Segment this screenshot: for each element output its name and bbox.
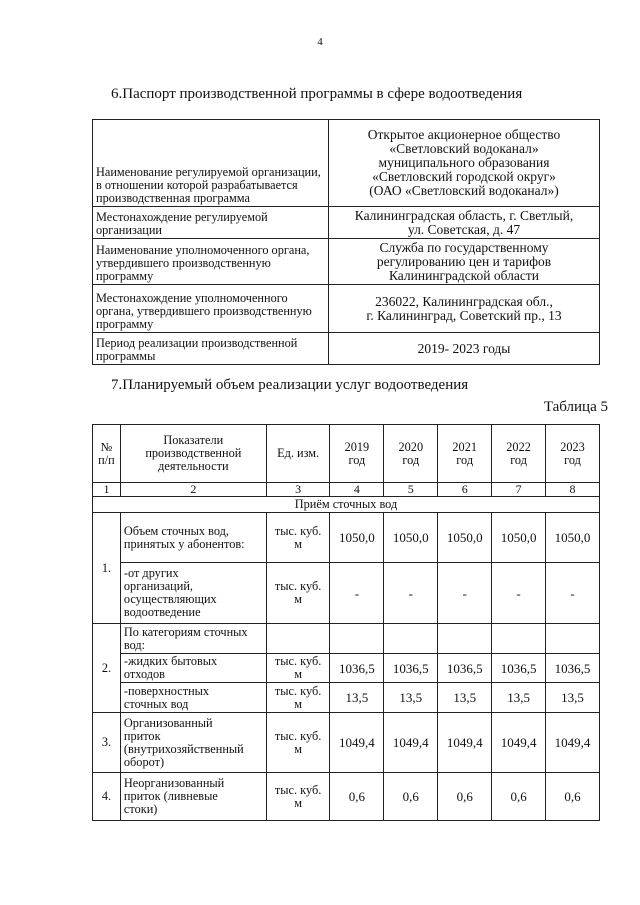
header-year: 2019 год [330,425,384,483]
column-number: 2 [120,483,266,497]
row-number: 2. [93,624,121,713]
row-number: 1. [93,513,121,624]
column-number: 7 [492,483,546,497]
passport-label: Наименование регулируемой организации, в отношении которой разрабатывается производственная программа [93,120,329,207]
table-row [93,333,600,365]
table-row [93,773,600,821]
header-indicator: Показатели производственной деятельности [120,425,266,483]
value-cell: 1036,5 [330,654,384,683]
value-cell: 13,5 [384,683,438,713]
value-cell: 1050,0 [492,513,546,563]
value-cell: - [330,563,384,624]
header-year: 2020 год [384,425,438,483]
value-cell: 1036,5 [384,654,438,683]
column-number: 3 [266,483,330,497]
value-cell: 0,6 [546,773,600,821]
passport-label: Местонахождение регулируемой организации [93,207,329,239]
value-cell: 13,5 [438,683,492,713]
table-row [93,513,600,563]
passport-label: Местонахождение уполномоченного органа, утвердившего производственную программу [93,285,329,333]
value-line: г. Калининград, Советский пр., 13 [366,307,562,323]
value-cell: 1049,4 [492,713,546,773]
value-line: муниципального образования [378,155,550,170]
table-row [93,120,600,207]
value-cell: 1050,0 [438,513,492,563]
volumes-table [92,424,600,821]
value-cell: 13,5 [546,683,600,713]
value-cell: 1049,4 [438,713,492,773]
value-cell: 1050,0 [330,513,384,563]
passport-value [329,120,600,207]
value-cell: 13,5 [492,683,546,713]
value-line: Открытое акционерное общество [367,127,561,142]
value-cell: 0,6 [384,773,438,821]
header-year: 2022 год [492,425,546,483]
value-cell [330,624,384,654]
value-line: 236022, Калининградская обл., [375,293,553,309]
value-cell: 1036,5 [492,654,546,683]
table-row [93,207,600,239]
column-number: 8 [546,483,600,497]
value-cell [384,624,438,654]
passport-table [92,119,600,365]
passport-label: Наименование уполномоченного органа, утвердившего производственную программу [93,239,329,285]
unit-cell: тыс. куб. м [266,513,330,563]
value-line: 2019- 2023 годы [417,340,511,356]
section7-title: 7.Планируемый объем реализации услуг водоотведения [111,377,469,393]
table-row [93,713,600,773]
value-line: «Светловский водоканал» [389,141,539,156]
unit-cell: тыс. куб. м [266,683,330,713]
column-number: 5 [384,483,438,497]
passport-value [329,239,600,285]
row-number: 3. [93,713,121,773]
value-line: Служба по государственному [379,239,549,255]
value-cell [492,624,546,654]
unit-cell: тыс. куб. м [266,713,330,773]
value-cell: 1036,5 [546,654,600,683]
indicator-cell: Объем сточных вод, принятых у абонентов: [120,513,266,563]
value-line: Калининградская область, г. Светлый, [354,207,574,223]
value-cell: 0,6 [492,773,546,821]
table-label: Таблица 5 [543,399,608,415]
value-cell: - [384,563,438,624]
table-row [93,654,600,683]
value-cell: - [438,563,492,624]
column-number: 6 [438,483,492,497]
value-cell [438,624,492,654]
passport-value [329,207,600,239]
column-number: 4 [330,483,384,497]
value-cell: 0,6 [438,773,492,821]
value-cell: 0,6 [330,773,384,821]
table-row [93,285,600,333]
group-title: Приём сточных вод [93,497,600,513]
indicator-cell: Неорганизованный приток (ливневые стоки) [120,773,266,821]
indicator-cell: Организованный приток (внутрихозяйственный оборот) [120,713,266,773]
value-cell: 1049,4 [330,713,384,773]
table-row [93,239,600,285]
indicator-cell: -поверхностных сточных вод [120,683,266,713]
unit-cell: тыс. куб. м [266,773,330,821]
value-cell: 1036,5 [438,654,492,683]
section6-title: 6.Паспорт производственной программы в сфере водоотведения [111,86,523,102]
unit-cell: тыс. куб. м [266,654,330,683]
table-row [93,563,600,624]
value-cell [546,624,600,654]
table-row [93,683,600,713]
header-unit: Ед. изм. [266,425,330,483]
header-year: 2021 год [438,425,492,483]
value-cell: 1049,4 [384,713,438,773]
header-year: 2023 год [546,425,600,483]
value-cell: 13,5 [330,683,384,713]
value-line: регулированию цен и тарифов [376,253,552,269]
value-cell: 1050,0 [384,513,438,563]
passport-value [329,285,600,333]
column-numbers-row [93,483,600,497]
unit-cell: тыс. куб. м [266,563,330,624]
value-line: Калининградской области [388,267,540,283]
group-title-row [93,497,600,513]
indicator-cell: -жидких бытовых отходов [120,654,266,683]
passport-label: Период реализации производственной программы [93,333,329,365]
value-line: ул. Советская, д. 47 [407,221,521,237]
table-row [93,624,600,654]
value-line: (ОАО «Светловский водоканал») [369,183,559,198]
page-number: 4 [317,36,323,48]
header-no: № п/п [93,425,121,483]
unit-cell [266,624,330,654]
passport-value [329,333,600,365]
indicator-cell: -от других организаций, осуществляющих водоотведение [120,563,266,624]
value-cell: 1050,0 [546,513,600,563]
value-cell: - [492,563,546,624]
value-cell: 1049,4 [546,713,600,773]
row-number: 4. [93,773,121,821]
value-cell: - [546,563,600,624]
indicator-cell: По категориям сточных вод: [120,624,266,654]
column-number: 1 [93,483,121,497]
value-line: «Светловский городской округ» [372,169,556,184]
header-row [93,425,600,483]
